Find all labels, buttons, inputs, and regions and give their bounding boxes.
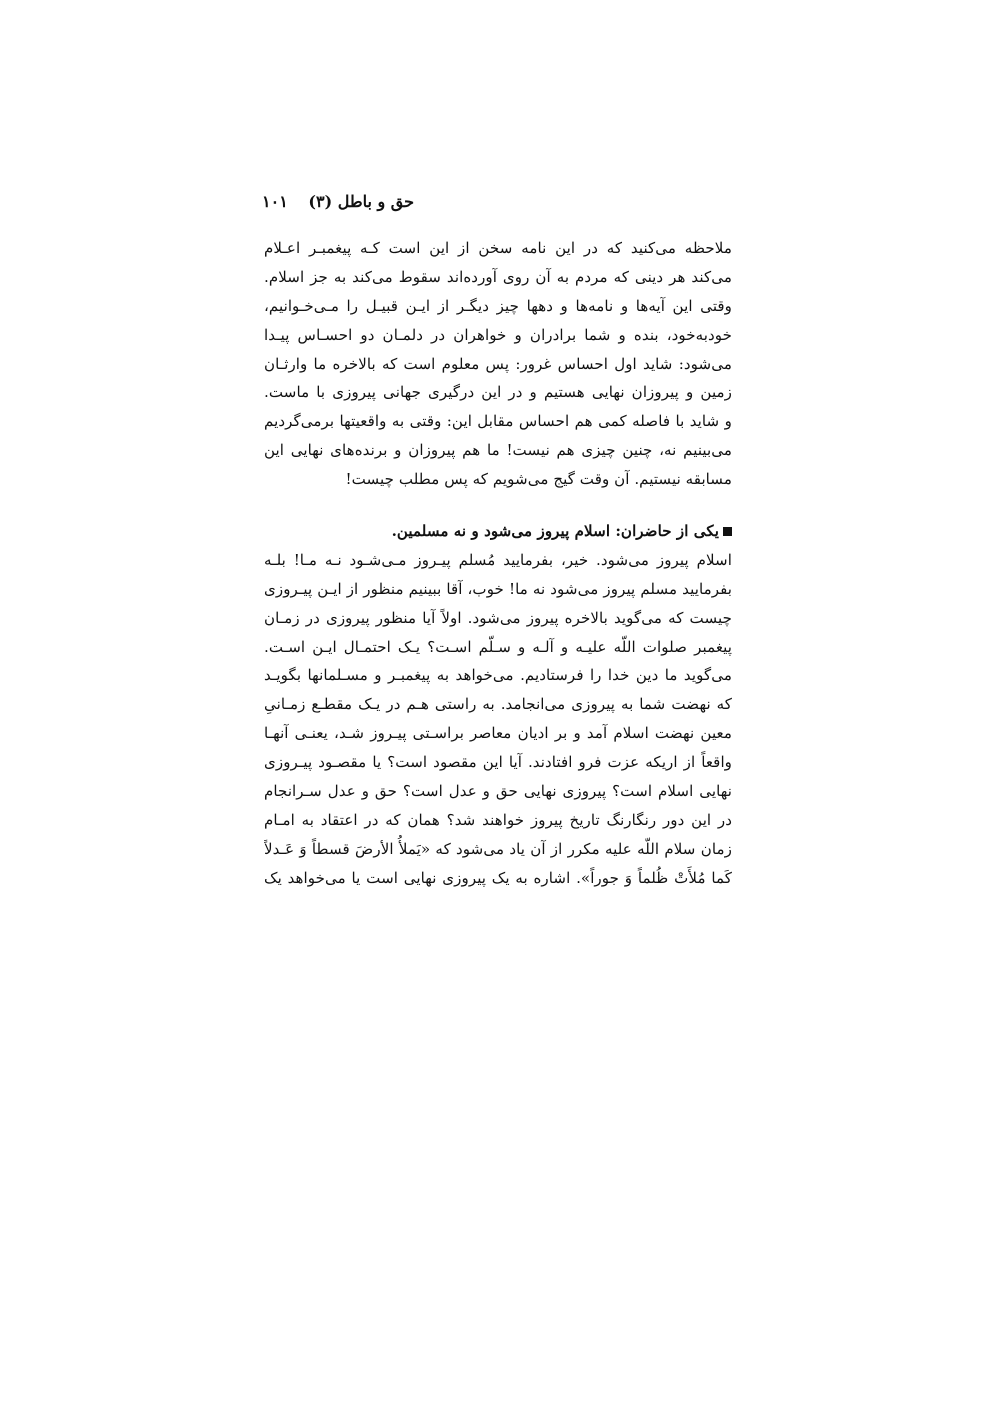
text-line: ملاحظه می‌کنید که در این نامه سخن از این است کـه پیغمبـر اعـلام <box>264 239 732 257</box>
text-line: پیغمبر صلوات اللّه علیـه و آلـه و سـلّم اسـت؟ یـک احتمـال ایـن اسـت. <box>264 637 732 656</box>
square-bullet-icon <box>723 527 732 536</box>
text-line: نهایی اسلام است؟ پیروزی نهایی حق و عدل است؟ حق و عدل سـرانجام <box>264 782 732 801</box>
text-line: در این دور رنگارنگ تاریخ پیروز خواهند شد؟ همان که در اعتقاد به امـام <box>264 810 732 829</box>
text-line: می‌شود: شاید اول احساس غرور: پس معلوم است که بالاخره ما وارثـان <box>264 354 732 373</box>
text-line: می‌بینیم نه، چنین چیزی هم نیست! ما هم پیروزان و برنده‌های نهایی این <box>264 441 732 460</box>
text-line: چیست که می‌گوید بالاخره پیروز می‌شود. اولاً آیا منظور پیروزی در زمـان <box>264 608 732 627</box>
text-line: زمان سلام اللّه علیه مکرر از آن یاد می‌شود که «یَملأُ الأرضَ قسطاً وَ عَـدلاً <box>264 839 732 858</box>
text-line: و شاید با فاصله کمی هم احساس مقابل این: وقتی به واقعیتها برمی‌گردیم <box>264 412 732 431</box>
text-line: معین نهضت اسلام آمد و بر ادیان معاصر براسـتی پیـروز شـد، یعنـی آنهـا <box>264 724 732 743</box>
text-line: مسابقه نیستیم. آن وقت گیج می‌شویم که پس مطلب چیست! <box>345 470 732 489</box>
text-line: واقعاً از اریکه عزت فرو افتادند. آیا این مقصود است؟ یا مقصـود پیـروزی <box>264 753 732 772</box>
text-line: زمین و پیروزان نهایی هستیم و در این درگیری جهانی پیروزی با ماست. <box>264 383 732 402</box>
page-number: ۱۰۱ <box>262 192 288 211</box>
body-text <box>264 234 732 893</box>
text-line: که نهضت شما به پیروزی می‌انجامد. به راستی هـم در یـک مقطـع زمـانیِ <box>264 695 732 714</box>
question-text: یکی از حاضران: اسلام پیروز می‌شود و نه مسلمین. <box>391 522 719 541</box>
text-line: اسلام پیروز می‌شود. خیر، بفرمایید مُسلم پیـروز مـی‌شـود نـه مـا! بلـه <box>264 550 732 569</box>
paragraph-spacer <box>264 494 732 517</box>
paragraph-2 <box>264 546 732 893</box>
text-line: کَما مُلأَتْ ظُلماً وَ جوراً». اشاره به یک پیروزی نهایی است یا می‌خواهد یک <box>264 868 732 887</box>
text-line: بفرمایید مسلم پیروز می‌شود نه ما! خوب، آقا ببینیم منظور از ایـن پیـروزی <box>264 579 732 598</box>
chapter-title: حق و باطل (۳) <box>308 192 414 211</box>
text-line: خودبه‌خود، بنده و شما برادران و خواهران در دلمـان دو احسـاس پیـدا <box>264 325 732 344</box>
running-head <box>262 192 414 220</box>
question-line <box>264 517 732 546</box>
text-line: وقتی این آیه‌ها و نامه‌ها و دهها چیز دیگـر از ایـن قبیـل را مـی‌خـوانیم، <box>264 296 732 315</box>
text-line: می‌کند هر دینی که مردم به آن روی آورده‌اند سقوط می‌کند به جز اسلام. <box>264 267 732 286</box>
paragraph-1 <box>264 234 732 494</box>
text-line: می‌گوید ما دین خدا را فرستادیم. می‌خواهد به پیغمبـر و مسـلمانها بگویـد <box>264 666 732 685</box>
